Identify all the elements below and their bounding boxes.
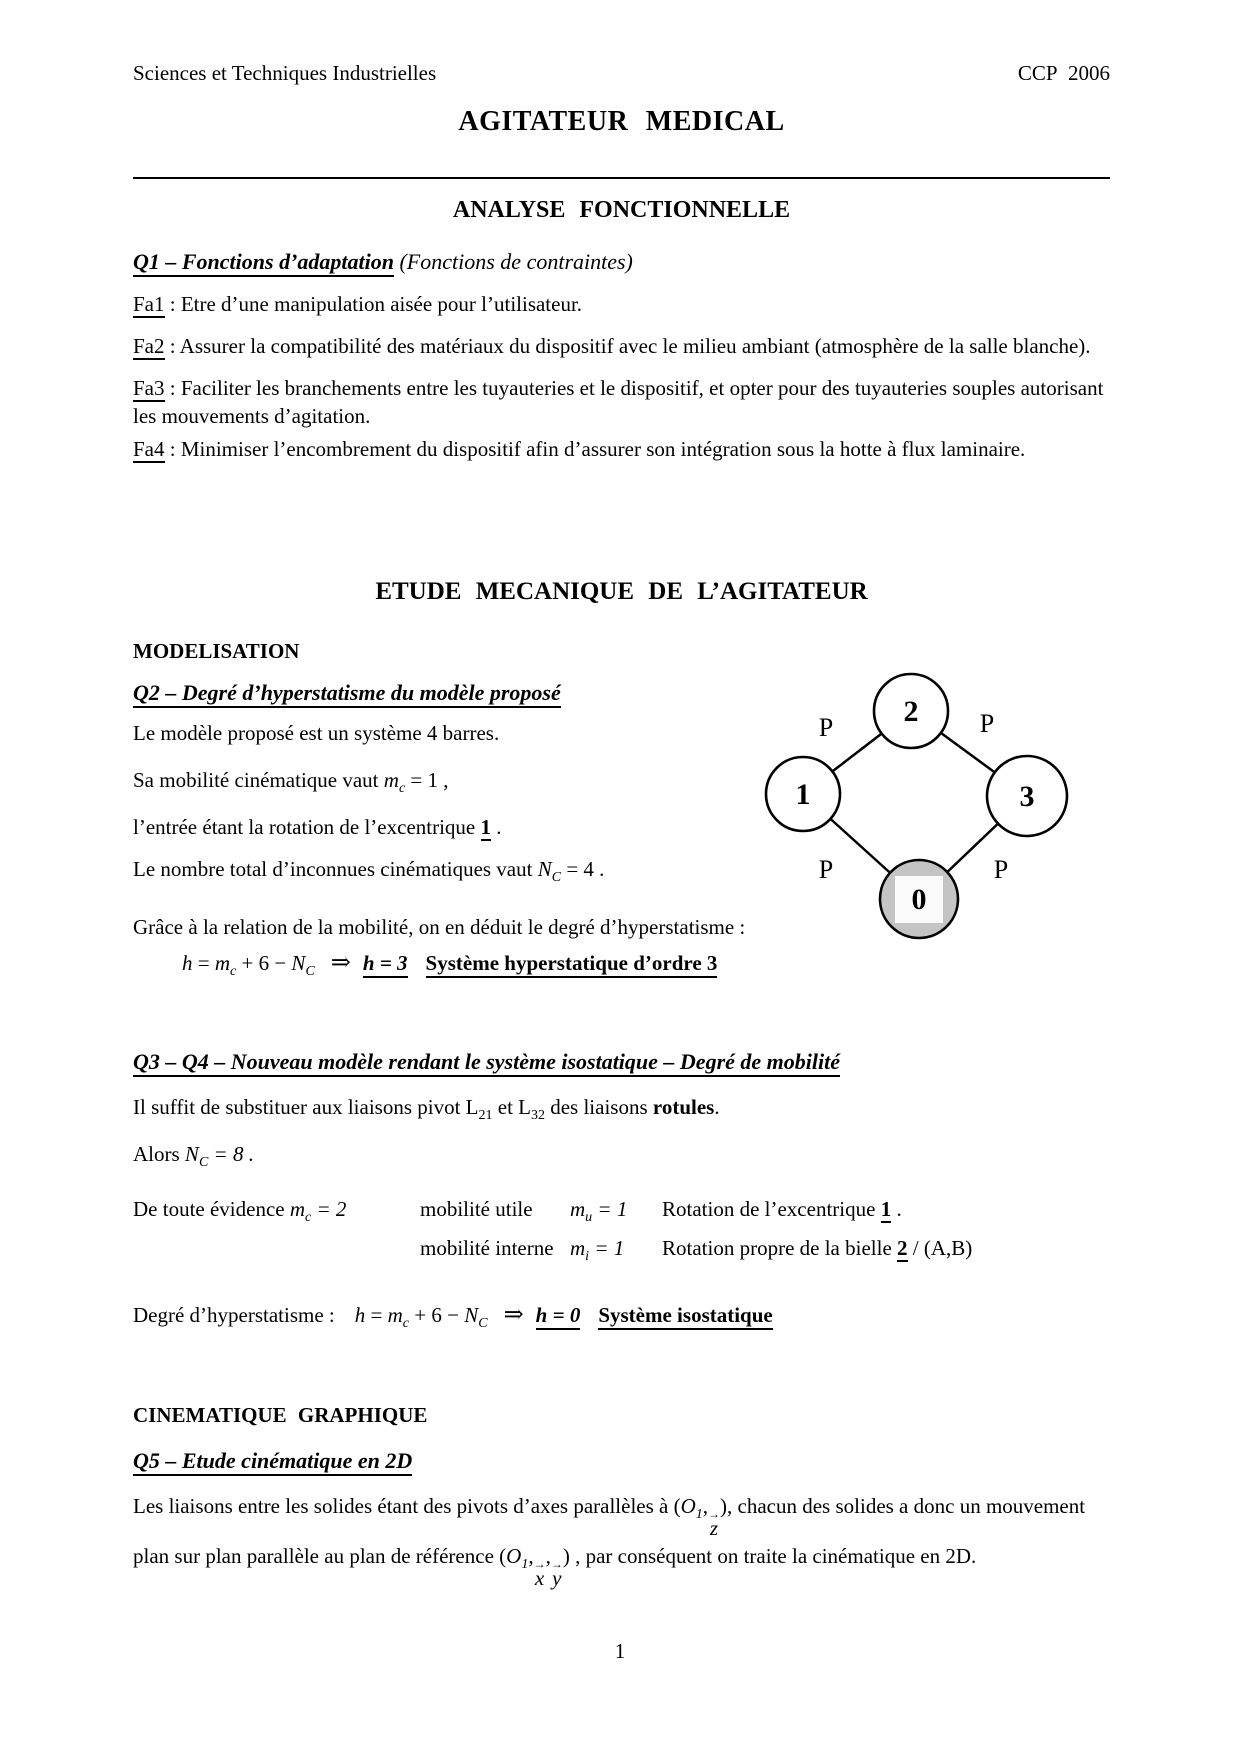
mobilite-utile-desc bbox=[662, 1194, 1110, 1233]
section-heading-etude: ETUDE MECANIQUE DE L’AGITATEUR bbox=[375, 578, 868, 605]
text: Le nombre total d’inconnues cinématiques vaut bbox=[133, 857, 538, 881]
text: Rotation de l’excentrique bbox=[662, 1197, 881, 1221]
fa3-paragraph bbox=[133, 374, 1110, 430]
fa4-text: : Minimiser l’encombrement du dispositif afin d’assurer son intégration sous la hotte à flux laminaire. bbox=[164, 437, 1026, 461]
text: Les liaisons entre les solides étant des pivots d’axes parallèles à ( bbox=[133, 1494, 681, 1518]
text: , bbox=[528, 1544, 534, 1568]
math-var-h: h bbox=[354, 1303, 366, 1327]
math-value: = 1 bbox=[592, 1197, 628, 1221]
math-sub-c: c bbox=[402, 1316, 410, 1331]
math-var-N: N bbox=[291, 951, 306, 975]
mobilite-interne-desc bbox=[662, 1233, 1110, 1272]
fa4-tag: Fa4 bbox=[133, 437, 165, 461]
solid-ref-1: 1 bbox=[880, 1197, 892, 1221]
math-sub-C: C bbox=[478, 1316, 488, 1331]
q3-substitute-line bbox=[133, 1092, 1110, 1131]
fa1-text: : Etre d’une manipulation aisée pour l’utilisateur. bbox=[164, 292, 583, 316]
q1-title: Q1 – Fonctions d’adaptation bbox=[133, 249, 394, 277]
modelisation-heading: MODELISATION bbox=[133, 639, 300, 663]
text: De toute évidence bbox=[133, 1197, 290, 1221]
math-value: = 1 , bbox=[405, 768, 449, 792]
node-0-label: 0 bbox=[911, 883, 927, 916]
fa3-text: : Faciliter les branchements entre les tuyauteries et le dispositif, et opter pour des tuyauteries souples autorisant les mouvements d’agitation. bbox=[133, 376, 1104, 428]
q2-title: Q2 – Degré d’hyperstatisme du modèle proposé bbox=[133, 680, 561, 708]
fa2-paragraph bbox=[133, 332, 1110, 360]
page-header bbox=[133, 60, 1110, 86]
mobilite-interne-label: mobilité interne bbox=[420, 1236, 554, 1260]
empty-cell bbox=[133, 1233, 420, 1272]
link-sub-32: 32 bbox=[530, 1108, 545, 1123]
text: Il suffit de substituer aux liaisons pivot L bbox=[133, 1095, 479, 1119]
node-2-label: 2 bbox=[903, 695, 919, 728]
mobility-breakdown bbox=[133, 1194, 1110, 1272]
math-var-z: z bbox=[709, 1516, 719, 1540]
degre-label: Degré d’hyperstatisme : bbox=[133, 1303, 335, 1327]
text: l’entrée étant la rotation de l’excentrique bbox=[133, 815, 481, 839]
node-1-label: 1 bbox=[795, 778, 811, 811]
text: , par conséquent on traite la cinématique en 2D. bbox=[569, 1544, 977, 1568]
vector-y bbox=[550, 1557, 563, 1590]
vector-arrow-icon: → bbox=[708, 1507, 721, 1521]
math-value: = 4 . bbox=[561, 857, 605, 881]
math-var-N: N bbox=[184, 1142, 199, 1166]
math-sub-c: c bbox=[305, 1210, 312, 1225]
math-sub-C: C bbox=[551, 870, 562, 885]
math-var-m: m bbox=[383, 768, 399, 792]
text: Rotation propre de la bielle bbox=[662, 1236, 898, 1260]
math-var-m: m bbox=[570, 1236, 586, 1260]
text: . bbox=[891, 1197, 902, 1221]
vector-z bbox=[708, 1507, 721, 1540]
math-var-N: N bbox=[464, 1303, 479, 1327]
joint-label-p-topleft: P bbox=[818, 713, 834, 742]
math-value: = 1 bbox=[589, 1236, 625, 1260]
title-divider bbox=[133, 177, 1110, 179]
text: Alors bbox=[133, 1142, 185, 1166]
q5-paragraph bbox=[133, 1489, 1110, 1589]
header-session: CCP 2006 bbox=[1017, 61, 1110, 85]
math-value: = 2 bbox=[311, 1197, 347, 1221]
joint-label-p-bottomleft: P bbox=[818, 855, 834, 884]
math-sub-1: 1 bbox=[695, 1507, 703, 1522]
text: . bbox=[714, 1095, 720, 1119]
math-var-h: h bbox=[182, 951, 193, 975]
math-sub-u: u bbox=[585, 1210, 593, 1225]
q4-result: h = 0 bbox=[536, 1303, 581, 1330]
q5-title: Q5 – Etude cinématique en 2D bbox=[133, 1448, 412, 1476]
math-sub-1: 1 bbox=[521, 1557, 529, 1572]
q2-formula-line bbox=[133, 945, 1110, 990]
math-var-N: N bbox=[537, 857, 552, 881]
implies-arrow: ⇒ bbox=[330, 950, 351, 976]
q1-heading bbox=[133, 246, 1110, 278]
fa3-tag: Fa3 bbox=[133, 376, 165, 400]
math-op: + 6 − bbox=[409, 1303, 465, 1327]
solid-ref-2: 2 bbox=[897, 1236, 908, 1260]
text: / (A,B) bbox=[907, 1236, 973, 1260]
math-var-m: m bbox=[570, 1197, 586, 1221]
q4-conclusion: Système isostatique bbox=[598, 1303, 772, 1330]
math-op: + 6 − bbox=[236, 951, 292, 975]
solid-ref-1: 1 bbox=[480, 815, 491, 839]
cinematique-heading: CINEMATIQUE GRAPHIQUE bbox=[133, 1403, 428, 1427]
q2-result: h = 3 bbox=[363, 951, 408, 978]
math-var-O: O bbox=[506, 1544, 522, 1568]
linkage-graph-diagram bbox=[745, 655, 1090, 950]
q3q4-heading bbox=[133, 1046, 1110, 1078]
q2-grace-line: Grâce à la relation de la mobilité, on en déduit le degré d’hyperstatisme : bbox=[133, 915, 746, 939]
math-sub-c: c bbox=[398, 781, 406, 796]
math-value: = 8 . bbox=[208, 1142, 254, 1166]
math-op: = bbox=[365, 1303, 388, 1327]
math-var-m: m bbox=[387, 1303, 403, 1327]
mobilite-utile-math bbox=[570, 1194, 662, 1233]
text: , chacun des solides a donc un mouvement plan sur plan parallèle au plan de référence ( bbox=[133, 1494, 1086, 1568]
node-3-label: 3 bbox=[1019, 780, 1035, 813]
text: , bbox=[702, 1494, 709, 1518]
text: Sa mobilité cinématique vaut bbox=[133, 768, 384, 792]
math-op: = bbox=[192, 951, 215, 975]
mobilite-interne-math bbox=[570, 1233, 662, 1272]
document-title: AGITATEUR MEDICAL bbox=[458, 106, 785, 137]
text: des liaisons bbox=[544, 1095, 653, 1119]
rotules-bold: rotules bbox=[652, 1095, 715, 1119]
math-var-m: m bbox=[289, 1197, 306, 1221]
joint-label-p-bottomright: P bbox=[993, 855, 1009, 884]
vector-arrow-icon: → bbox=[550, 1557, 563, 1571]
math-sub-i: i bbox=[585, 1249, 590, 1264]
evidence-intro bbox=[133, 1194, 420, 1233]
math-var-O: O bbox=[680, 1494, 696, 1518]
q3-alors-line bbox=[133, 1139, 1110, 1178]
fa4-paragraph bbox=[133, 435, 1110, 463]
fa2-text: : Assurer la compatibilité des matériaux du dispositif avec le milieu ambiant (atmosphère de la salle blanche). bbox=[164, 334, 1091, 358]
text: , bbox=[545, 1544, 551, 1568]
vector-arrow-icon: → bbox=[533, 1557, 546, 1571]
math-sub-C: C bbox=[198, 1155, 209, 1170]
q1-note: (Fonctions de contraintes) bbox=[393, 249, 633, 274]
implies-arrow: ⇒ bbox=[503, 1302, 524, 1328]
q5-heading bbox=[133, 1445, 1110, 1477]
text: ) bbox=[562, 1544, 570, 1568]
math-var-m: m bbox=[214, 951, 231, 975]
page-number: 1 bbox=[614, 1639, 626, 1663]
math-sub-c: c bbox=[230, 964, 237, 979]
vector-x bbox=[533, 1557, 546, 1590]
fa2-tag: Fa2 bbox=[133, 334, 165, 358]
header-course: Sciences et Techniques Industrielles bbox=[133, 61, 437, 85]
joint-label-p-topright: P bbox=[979, 709, 995, 738]
q4-degre-line bbox=[133, 1298, 1110, 1341]
q3q4-title: Q3 – Q4 – Nouveau modèle rendant le système isostatique – Degré de mobilité bbox=[133, 1049, 840, 1077]
q2-conclusion: Système hyperstatique d’ordre 3 bbox=[426, 951, 718, 978]
q2-paragraph-1: Le modèle proposé est un système 4 barres. bbox=[133, 721, 500, 745]
section-heading-analyse: ANALYSE FONCTIONNELLE bbox=[452, 197, 791, 223]
fa1-paragraph bbox=[133, 290, 1110, 318]
fa1-tag: Fa1 bbox=[133, 292, 165, 316]
text: . bbox=[491, 815, 502, 839]
link-sub-21: 21 bbox=[478, 1108, 493, 1123]
math-var-y: y bbox=[552, 1566, 562, 1590]
math-sub-C: C bbox=[305, 964, 315, 979]
text: ) bbox=[720, 1494, 728, 1518]
mobilite-utile-label: mobilité utile bbox=[420, 1197, 533, 1221]
text: et L bbox=[492, 1095, 531, 1119]
math-var-x: x bbox=[534, 1566, 545, 1590]
